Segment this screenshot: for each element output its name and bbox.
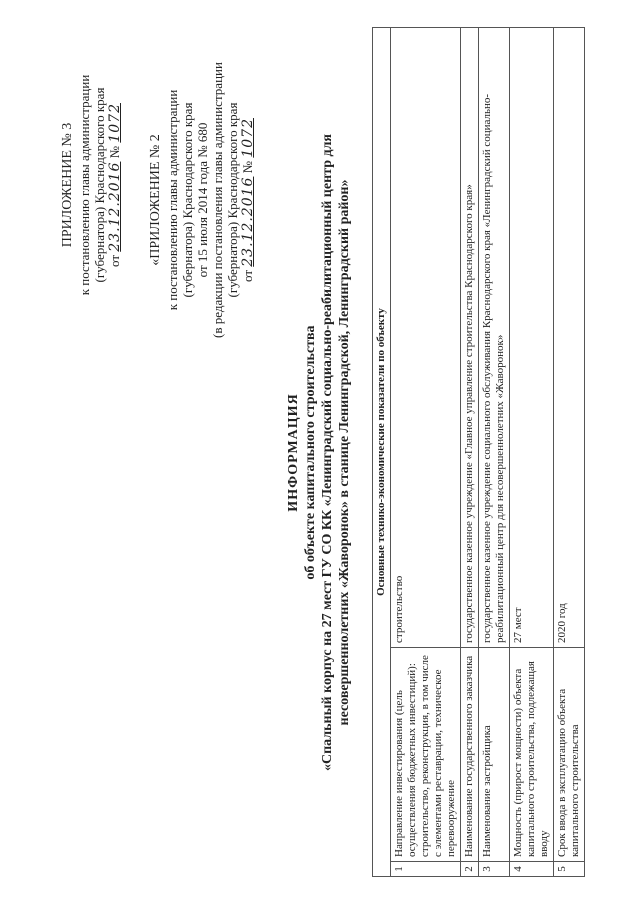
- heading-line3: несовершеннолетних «Жаворонок» в станице Ленинградской, Ленинградский район»: [337, 179, 352, 726]
- appendix-2-line2: (губернатора) Краснодарского края: [180, 102, 195, 298]
- row-number: 2: [461, 862, 479, 877]
- row-value: строительство: [391, 28, 461, 648]
- appendix-2-date-prefix: от: [240, 269, 255, 282]
- row-number: 5: [554, 862, 585, 877]
- appendix-2-no-handwritten: 1072: [240, 118, 256, 158]
- appendix-2-line1: к постановлению главы администрации: [165, 89, 180, 311]
- heading-title: ИНФОРМАЦИЯ: [286, 393, 301, 512]
- appendix-2-date-handwritten: 23.12.2016: [240, 176, 256, 267]
- appendix-3-title: ПРИЛОЖЕНИЕ № 3: [60, 122, 75, 248]
- heading-line2: «Спальный корпус на 27 мест ГУ СО КК «Ленинградский социально-реабилитационный центр для: [320, 133, 335, 772]
- row-value: государственное казенное учреждение социального обслуживания Краснодарского края «Ленинградский социально-реабилитационный центр для несовершеннолетних «Жаворонок»: [479, 28, 510, 648]
- appendix-3-line1: к постановлению главы администрации: [77, 74, 92, 296]
- appendix-2-line5: (губернатора) Краснодарского края: [225, 102, 240, 298]
- table-row: [461, 28, 479, 877]
- row-parameter: Наименование государственного заказчика: [461, 648, 479, 862]
- appendix-3-date-prefix: от: [107, 254, 122, 267]
- appendix-2-line4: (в редакции постановления главы администрации: [210, 62, 225, 338]
- appendix-2-title: «ПРИЛОЖЕНИЕ № 2: [148, 134, 163, 266]
- appendix-2-date-line: [240, 30, 256, 370]
- appendix-3-no-label: №: [107, 145, 122, 159]
- row-parameter: Направление инвестирования (цель осуществления бюджетных инвестиций): строительство, реконструкция, в том числе с элементами реставрации, техническое перевооружение: [391, 648, 461, 862]
- appendix-2-no-label: №: [240, 160, 255, 174]
- indicators-table: [372, 27, 585, 877]
- row-number: 3: [479, 862, 510, 877]
- document-heading: [285, 0, 353, 905]
- row-value: 2020 год: [554, 28, 585, 648]
- appendix-3-date-handwritten: 23.12.2016: [107, 161, 123, 252]
- appendix-2-line3: от 15 июля 2014 года № 680: [195, 122, 210, 278]
- table-row: [391, 28, 461, 877]
- row-parameter: Мощность (прирост мощности) объекта капитального строительства, подлежащая вводу: [510, 648, 554, 862]
- row-value: государственное казенное учреждение «Главное управление строительства Краснодарского края»: [461, 28, 479, 648]
- appendix-3-no-handwritten: 1072: [107, 103, 123, 143]
- row-parameter: Наименование застройщика: [479, 648, 510, 862]
- row-number: 1: [391, 862, 461, 877]
- row-number: 4: [510, 862, 554, 877]
- appendix-3-block: [60, 45, 123, 325]
- table-header-row: [373, 28, 391, 877]
- row-parameter: Срок ввода в эксплуатацию объекта капитального строительства: [554, 648, 585, 862]
- appendix-3-date-line: [107, 45, 123, 325]
- appendix-2-block: [148, 30, 256, 370]
- table-row: [479, 28, 510, 877]
- row-value: 27 мест: [510, 28, 554, 648]
- table-row: [554, 28, 585, 877]
- table-header: Основные технико-экономические показатели по объекту: [373, 28, 391, 877]
- heading-line1: об объекте капитального строительства: [303, 325, 318, 580]
- appendix-3-line2: (губернатора) Краснодарского края: [92, 87, 107, 283]
- table-row: [510, 28, 554, 877]
